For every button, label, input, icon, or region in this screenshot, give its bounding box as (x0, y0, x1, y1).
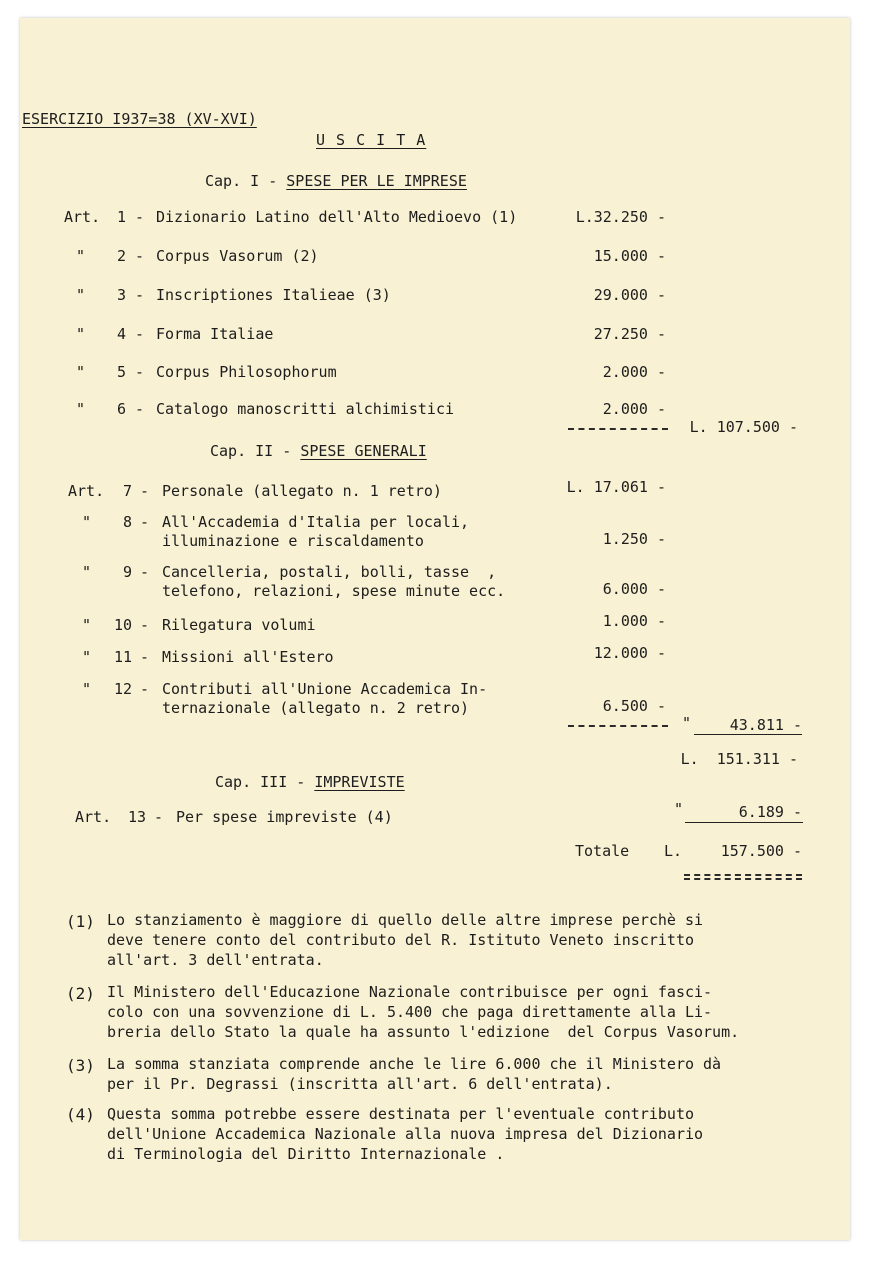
footnote-number: (2) (66, 984, 95, 1003)
footnote-line: Il Ministero dell'Educazione Nazionale contribuisce per ogni fasci- (107, 983, 713, 1001)
article-number: 6 (116, 400, 126, 418)
article-description: Contributi all'Unione Accademica In- (162, 680, 488, 698)
article-prefix: " (82, 616, 92, 634)
article-number: 12 (113, 680, 132, 698)
cap3-heading: Cap. III - IMPREVISTE (215, 773, 405, 791)
article-number: 2 (116, 247, 126, 265)
cap1-subtotal: L. 107.500 - (689, 418, 798, 436)
article-description-cont: telefono, relazioni, spese minute ecc. (162, 582, 506, 600)
footnote-line: breria dello Stato la quale ha assunto l'edizione del Corpus Vasorum. (107, 1023, 740, 1041)
article-number: 7 (122, 482, 132, 500)
article-amount: 6.189 - (738, 803, 802, 821)
cap1-rule (568, 428, 668, 430)
article-description-cont: illuminazione e riscaldamento (162, 532, 424, 550)
article-number: 3 (116, 286, 126, 304)
footnote-line: di Terminologia del Diritto Internazionale . (107, 1145, 505, 1163)
article-amount: 2.000 - (602, 363, 666, 381)
article-description: Corpus Vasorum (2) (156, 247, 319, 265)
article-amount: 6.500 - (602, 697, 666, 715)
article-prefix: " (82, 513, 92, 531)
article-number: 11 (113, 648, 132, 666)
cap2-ditto-mark: " (682, 714, 692, 732)
article-prefix: " (76, 325, 86, 343)
footnote-line: per il Pr. Degrassi (inscritta all'art. 6 dell'entrata). (107, 1075, 613, 1093)
article-amount: 2.000 - (602, 400, 666, 418)
article-description: All'Accademia d'Italia per locali, (162, 513, 470, 531)
totale-currency: L. (664, 842, 683, 860)
footnote-line: all'art. 3 dell'entrata. (107, 951, 324, 969)
cap1-heading: Cap. I - SPESE PER LE IMPRESE (205, 172, 467, 190)
article-amount: 1.000 - (602, 612, 666, 630)
article-prefix: Art. (75, 808, 112, 826)
cap3-underline (685, 822, 803, 823)
article-description: Personale (allegato n. 1 retro) (162, 482, 442, 500)
article-description: Dizionario Latino dell'Alto Medioevo (1) (156, 208, 518, 226)
totale-amount: 157.500 - (720, 842, 802, 860)
article-prefix: " (76, 286, 86, 304)
cap2-rule (568, 725, 668, 727)
article-description: Cancelleria, postali, bolli, tasse , (162, 563, 497, 581)
article-description: Missioni all'Estero (162, 648, 334, 666)
running-total: L. 151.311 - (680, 750, 798, 768)
article-amount: 12.000 - (593, 644, 666, 662)
totale-double-rule (684, 874, 802, 880)
esercizio-heading: ESERCIZIO I937=38 (XV-XVI) (22, 110, 257, 128)
footnote-line: Lo stanziamento è maggiore di quello delle altre imprese perchè si (107, 911, 704, 929)
article-description: Forma Italiae (156, 325, 274, 343)
article-number: 4 (116, 325, 126, 343)
footnote-line: dell'Unione Accademica Nazionale alla nuova impresa del Dizionario (107, 1125, 704, 1143)
footnote-line: deve tenere conto del contributo del R. Istituto Veneto inscritto (107, 931, 694, 949)
article-prefix: " (82, 680, 92, 698)
article-amount: 15.000 - (593, 247, 666, 265)
article-prefix: " (82, 563, 92, 581)
article-prefix: " (76, 363, 86, 381)
cap2-heading: Cap. II - SPESE GENERALI (210, 442, 427, 460)
footnote-line: Questa somma potrebbe essere destinata per l'eventuale contributo (107, 1105, 694, 1123)
uscita-heading: U S C I T A (316, 131, 427, 149)
footnote-number: (1) (66, 912, 95, 931)
article-description: Catalogo manoscritti alchimistici (156, 400, 455, 418)
article-prefix: Art. (64, 208, 101, 226)
footnote-line: colo con una sovvenzione di L. 5.400 che paga direttamente alla Li- (107, 1003, 713, 1021)
cap1-title: SPESE PER LE IMPRESE (286, 172, 467, 190)
article-description: Per spese impreviste (4) (176, 808, 393, 826)
article-prefix: " (82, 648, 92, 666)
article-number: 8 (122, 513, 132, 531)
footnote-number: (4) (66, 1105, 95, 1124)
article-amount: L. 17.061 - (566, 478, 666, 496)
article-amount: 27.250 - (593, 325, 666, 343)
article-prefix: " (76, 247, 86, 265)
article-number: 5 (116, 363, 126, 381)
article-amount: 29.000 - (593, 286, 666, 304)
article-number: 10 (113, 616, 132, 634)
article-prefix: Art. (68, 482, 105, 500)
article-description: Corpus Philosophorum (156, 363, 337, 381)
article-amount: 6.000 - (602, 580, 666, 598)
cap3-title: IMPREVISTE (314, 773, 405, 791)
footnote-line: La somma stanziata comprende anche le lire 6.000 che il Ministero dà (107, 1055, 722, 1073)
cap2-subtotal-underline (694, 734, 802, 735)
cap2-subtotal: 43.811 - (729, 716, 802, 734)
article-description: Rilegatura volumi (162, 616, 316, 634)
cap3-ditto-mark: " (674, 800, 684, 818)
article-number: 1 (116, 208, 126, 226)
totale-label: Totale (575, 842, 630, 860)
article-amount: L.32.250 - (575, 208, 666, 226)
article-number: 13 (127, 808, 146, 826)
article-amount: 1.250 - (602, 530, 666, 548)
article-description-cont: ternazionale (allegato n. 2 retro) (162, 699, 470, 717)
footnote-number: (3) (66, 1056, 95, 1075)
article-prefix: " (76, 400, 86, 418)
cap2-title: SPESE GENERALI (300, 442, 427, 460)
article-number: 9 (122, 563, 132, 581)
article-description: Inscriptiones Italieae (3) (156, 286, 391, 304)
